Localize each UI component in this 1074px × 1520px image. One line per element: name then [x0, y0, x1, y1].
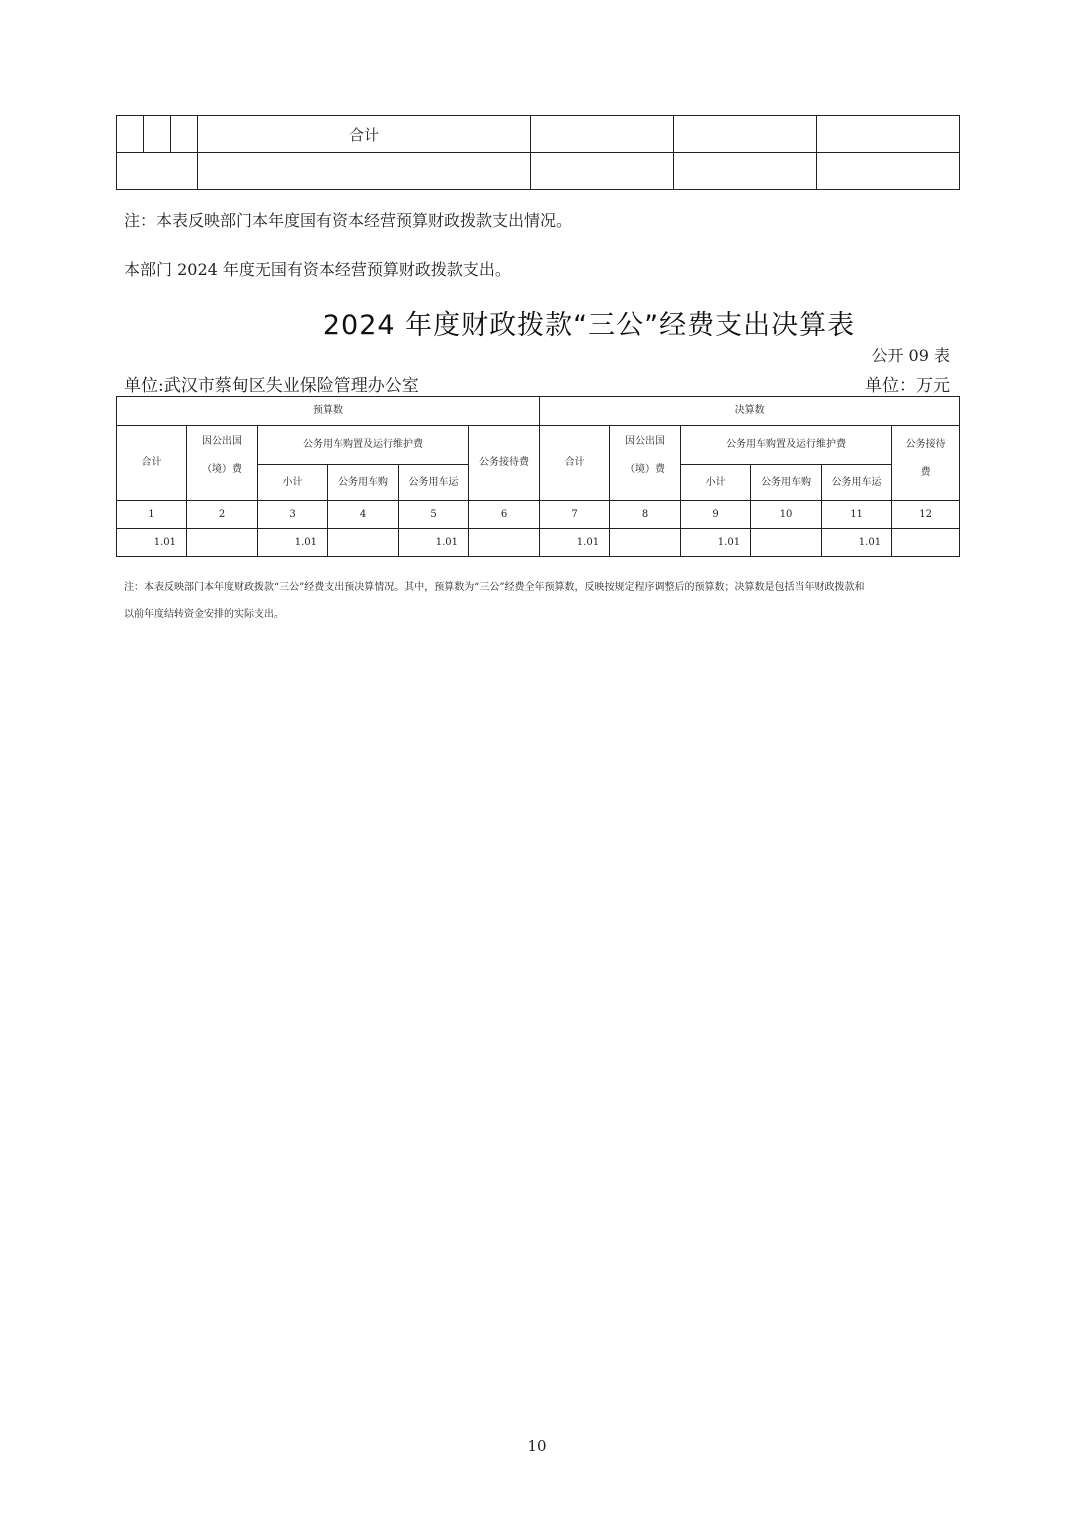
column-number: 4: [328, 501, 399, 529]
table-cell: [469, 529, 540, 557]
table-cell: [328, 529, 399, 557]
page-number: 10: [527, 1437, 547, 1455]
table-row: [117, 529, 960, 557]
no-expenditure-note: 本部门 2024 年度无国有资本经营预算财政拨款支出。: [124, 260, 511, 279]
column-number-row: [117, 501, 960, 529]
table-cell: 1.01: [117, 529, 187, 557]
table-header-row: [117, 397, 960, 426]
column-number: 12: [892, 501, 960, 529]
budget-subtotal-header: 小计: [258, 465, 328, 501]
actual-vehicle-purchase-header: 公务用车购: [751, 465, 822, 501]
column-number: 10: [751, 501, 822, 529]
budget-header: 预算数: [117, 397, 540, 426]
budget-vehicle-purchase-header: 公务用车购: [328, 465, 399, 501]
budget-abroad-header: 因公出国 （境）费: [187, 426, 258, 501]
column-number: 11: [822, 501, 892, 529]
page-title: 2024 年度财政拨款“三公”经费支出决算表: [322, 310, 856, 341]
table-note: 注：本表反映部门本年度国有资本经营预算财政拨款支出情况。: [124, 211, 573, 230]
actual-vehicle-operation-header: 公务用车运: [822, 465, 892, 501]
table-footnote: [124, 574, 959, 628]
footnote-line: 注：本表反映部门本年度财政拨款“三公”经费支出预决算情况。其中，预算数为“三公”经费全年预算数，反映按规定程序调整后的预算数；决算数是包括当年财政拨款和: [124, 582, 865, 593]
table-row: [117, 116, 960, 153]
actual-total-header: 合计: [540, 426, 610, 501]
budget-vehicle-operation-header: 公务用车运: [399, 465, 469, 501]
state-capital-table-tail: [116, 115, 960, 190]
table-code: 公开 09 表: [871, 346, 950, 365]
actual-abroad-header: 因公出国 （境）费: [610, 426, 681, 501]
column-number: 5: [399, 501, 469, 529]
total-label: 合计: [198, 116, 531, 153]
table-cell: 1.01: [681, 529, 751, 557]
budget-total-header: 合计: [117, 426, 187, 501]
table-cell: [610, 529, 681, 557]
actual-vehicle-group-header: 公务用车购置及运行维护费: [681, 426, 892, 465]
budget-reception-header: 公务接待费: [469, 426, 540, 501]
sangong-expense-table: [116, 396, 960, 557]
column-number: 2: [187, 501, 258, 529]
table-header-row: [117, 426, 960, 465]
footnote-line: 以前年度结转资金安排的实际支出。: [124, 609, 284, 620]
column-number: 3: [258, 501, 328, 529]
table-cell: 1.01: [540, 529, 610, 557]
column-number: 1: [117, 501, 187, 529]
actual-subtotal-header: 小计: [681, 465, 751, 501]
column-number: 9: [681, 501, 751, 529]
table-cell: [892, 529, 960, 557]
unit-currency: 单位：万元: [865, 376, 950, 396]
actual-header: 决算数: [540, 397, 960, 426]
column-number: 6: [469, 501, 540, 529]
table-cell: 1.01: [822, 529, 892, 557]
budget-vehicle-group-header: 公务用车购置及运行维护费: [258, 426, 469, 465]
table-cell: [187, 529, 258, 557]
unit-organization: 单位:武汉市蔡甸区失业保险管理办公室: [124, 376, 419, 396]
table-cell: [751, 529, 822, 557]
actual-reception-header: 公务接待 费: [892, 426, 960, 501]
table-cell: 1.01: [258, 529, 328, 557]
column-number: 8: [610, 501, 681, 529]
table-cell: 1.01: [399, 529, 469, 557]
column-number: 7: [540, 501, 610, 529]
table-row: [117, 153, 960, 190]
